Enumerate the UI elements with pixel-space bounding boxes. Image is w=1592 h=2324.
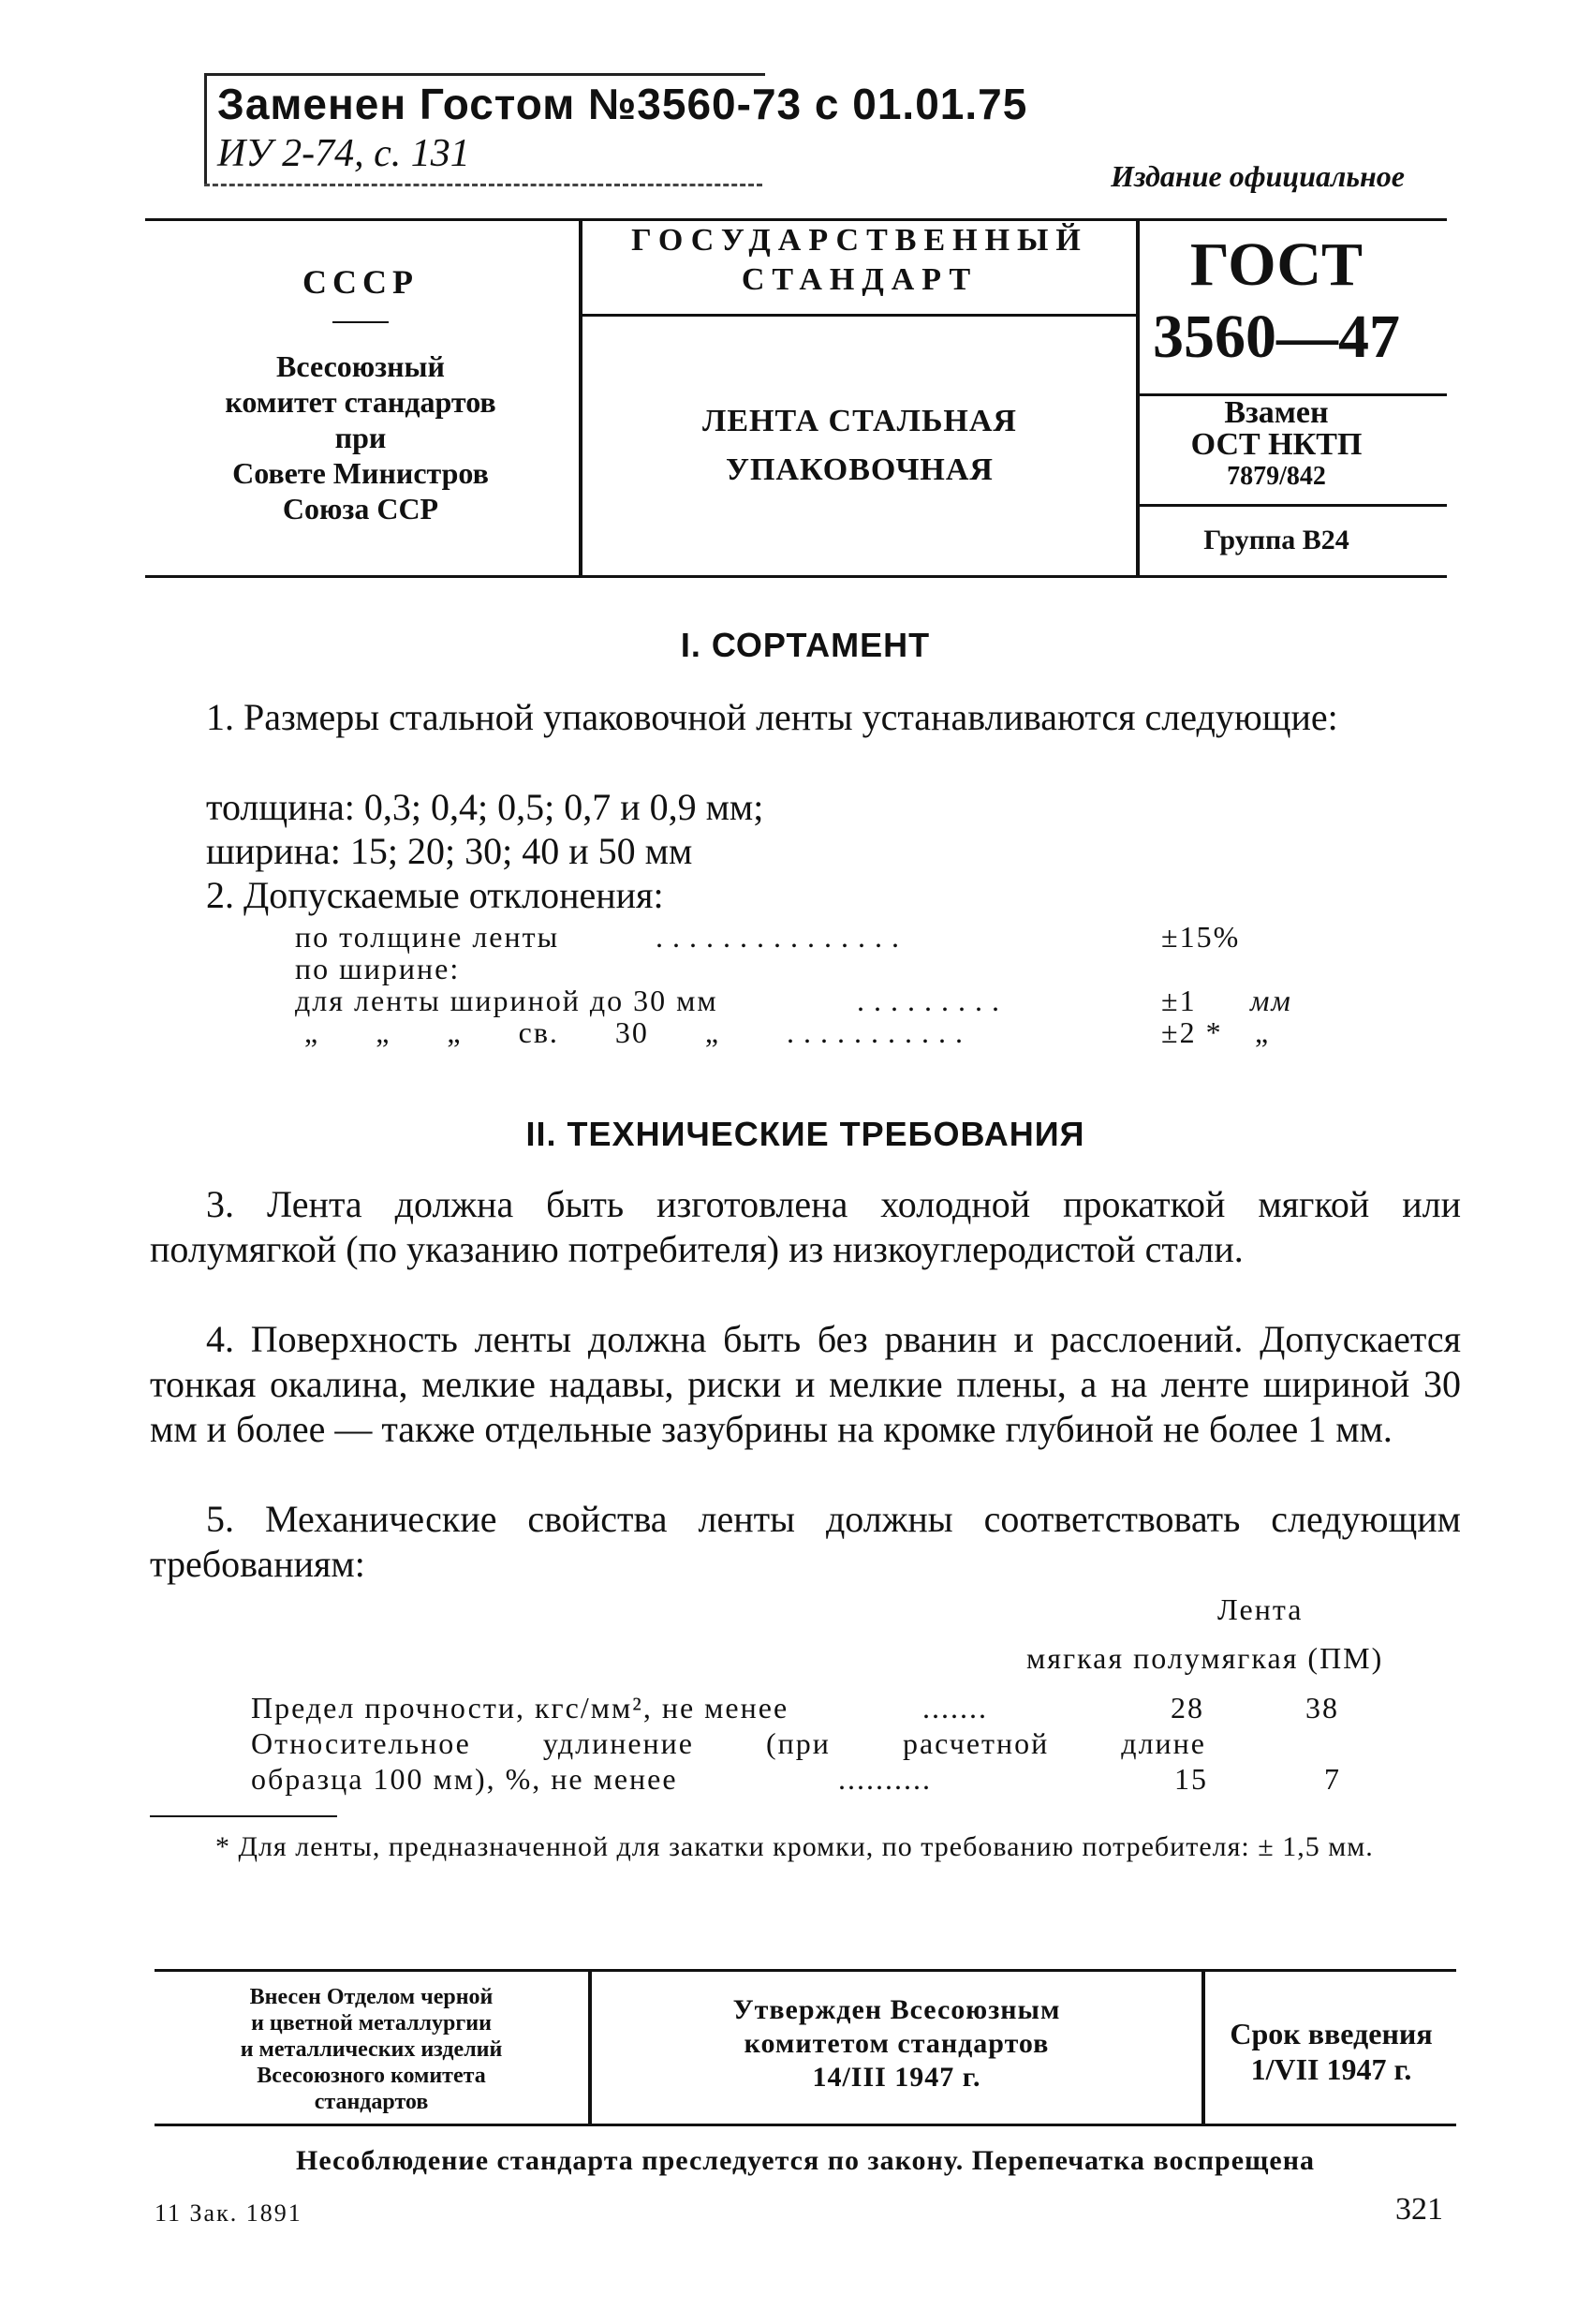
paragraph-3: 3. Лента должна быть изготовлена холодной прокаткой мягкой или полумягкой (по указанию потребителя) из низкоуглеродистой стали.	[150, 1183, 1461, 1270]
paragraph-5: 5. Механические свойства ленты должны соответствовать следующим требованиям:	[150, 1498, 1461, 1585]
leader-dots: .........	[857, 984, 1009, 1017]
group-code: Группа В24	[1203, 525, 1349, 555]
introduced-line: Всесоюзного комитета	[257, 2064, 486, 2088]
paragraph-1: 1. Размеры стальной упаковочной ленты устанавливаются следующие:	[206, 696, 1338, 738]
stamp-line-2: ИУ 2-74, с. 131	[217, 132, 470, 175]
width-line: ширина: 15; 20; 30; 40 и 50 мм	[206, 830, 693, 872]
tolerance-row-1	[295, 921, 559, 953]
table-row-2-soft: 15	[1174, 1762, 1208, 1796]
committee-line: комитет стандартов	[225, 385, 496, 419]
approved-line: 14/III 1947 г.	[812, 2062, 981, 2093]
page-number: 321	[1395, 2192, 1443, 2227]
group-box-rule	[1139, 504, 1447, 507]
tolerance-value-1: ±15%	[1161, 920, 1241, 954]
tolerance-unit-3: мм	[1250, 984, 1292, 1017]
footnote: * Для ленты, предназначенной для закатки кромки, по требованию потребителя: ± 1,5 мм.	[215, 1831, 1374, 1862]
table-row-1-soft: 28	[1171, 1691, 1204, 1724]
paragraph-4: 4. Поверхность ленты должна быть без рванин и расслоений. Допускается тонкая окалина, мелкие надавы, риски и мелкие плены, а на ленте шириной 30 мм и более — также отдельные зазубрины на кромке глубиной не более 1 мм.	[150, 1318, 1461, 1450]
bottom-table-bottom-rule	[155, 2124, 1456, 2126]
committee-line: Совете Министров	[232, 456, 489, 490]
introduced-line: стандартов	[314, 2090, 429, 2114]
standard-type-line: СТАНДАРТ	[741, 262, 979, 297]
approved-line: Утвержден Всесоюзным	[732, 1994, 1061, 2025]
table-row-2-label-a: Относительное удлинение (при расчетной длине	[251, 1726, 1206, 1760]
tolerance-row-4: „ „ „ св. 30 „	[304, 1015, 721, 1049]
stamp-bottom-border	[204, 184, 762, 186]
bottom-table-top-rule	[155, 1969, 1456, 1972]
table-column-headers: мягкая полумягкая (ПМ)	[1026, 1641, 1384, 1675]
introduced-line: Внесен Отделом черной	[249, 1985, 494, 2009]
table-group-header: Лента	[1217, 1592, 1304, 1626]
header-mid-rule	[581, 314, 1136, 317]
footnote-rule	[150, 1815, 337, 1817]
tolerance-row-3: для ленты шириной до 30 мм	[295, 984, 718, 1017]
tolerance-value-4: ±2 *	[1161, 1015, 1223, 1049]
effective-line: 1/VII 1947 г.	[1250, 2052, 1412, 2086]
committee-line: при	[334, 421, 387, 454]
standard-type	[582, 221, 1137, 300]
replaces-line: Взамен	[1224, 395, 1329, 430]
gost-label: ГОСТ	[1189, 230, 1364, 299]
title-line: УПАКОВОЧНАЯ	[726, 452, 994, 487]
tolerance-row-2: по ширине:	[295, 952, 461, 985]
stamp-line-1: Заменен Гостом №3560-73 с 01.01.75	[217, 80, 1028, 128]
tolerance-unit-4: „	[1255, 1015, 1271, 1049]
table-row-1-semi: 38	[1305, 1691, 1339, 1724]
document-title	[582, 397, 1137, 495]
standard-type-line: ГОСУДАРСТВЕННЫЙ	[631, 223, 1088, 258]
introduced-line: и цветной металлургии	[251, 2011, 492, 2035]
leader-dots: ...............	[656, 920, 908, 954]
table-row-2-semi: 7	[1324, 1762, 1341, 1796]
title-line: ЛЕНТА СТАЛЬНАЯ	[702, 404, 1017, 438]
introduced-line: и металлических изделий	[240, 2037, 503, 2062]
bottom-divider-2	[1201, 1972, 1205, 2124]
official-edition: Издание официальное	[1111, 159, 1405, 193]
law-notice: Несоблюдение стандарта преследуется по закону. Перепечатка воспрещена	[296, 2145, 1315, 2176]
effective-date	[1206, 2016, 1456, 2087]
gost-number: 3560—47	[1153, 303, 1400, 371]
country-dash	[332, 321, 389, 323]
replaces-block	[1141, 397, 1412, 493]
tolerance-label: по толщине ленты	[295, 920, 560, 954]
order-number: 11 Зак. 1891	[155, 2199, 302, 2227]
header-bottom-rule	[145, 575, 1447, 578]
country-name: СССР	[302, 263, 419, 301]
leader-dots: .......	[922, 1691, 988, 1724]
effective-line: Срок введения	[1230, 2017, 1433, 2050]
introduced-by	[155, 1984, 588, 2115]
committee-line: Союза ССР	[282, 492, 439, 525]
replaces-line: ОСТ НКТП	[1190, 427, 1363, 462]
section-1-heading: I. СОРТАМЕНТ	[680, 626, 931, 664]
table-row-2-label-b: образца 100 мм), %, не менее	[251, 1762, 678, 1796]
tolerance-value-3: ±1	[1161, 984, 1197, 1017]
paragraph-2: 2. Допускаемые отклонения:	[206, 874, 664, 916]
leader-dots: ..........	[838, 1762, 932, 1796]
section-2-heading: II. ТЕХНИЧЕСКИЕ ТРЕБОВАНИЯ	[525, 1115, 1085, 1153]
replaces-line: 7879/842	[1227, 462, 1326, 491]
committee-line: Всесоюзный	[276, 349, 445, 383]
approved-by	[592, 1993, 1201, 2095]
approved-line: комитетом стандартов	[744, 2028, 1050, 2059]
table-row-1-label: Предел прочности, кгс/мм², не менее	[251, 1691, 789, 1724]
thickness-line: толщина: 0,3; 0,4; 0,5; 0,7 и 0,9 мм;	[206, 786, 764, 828]
leader-dots: ...........	[787, 1015, 972, 1049]
issuing-committee	[140, 348, 581, 526]
